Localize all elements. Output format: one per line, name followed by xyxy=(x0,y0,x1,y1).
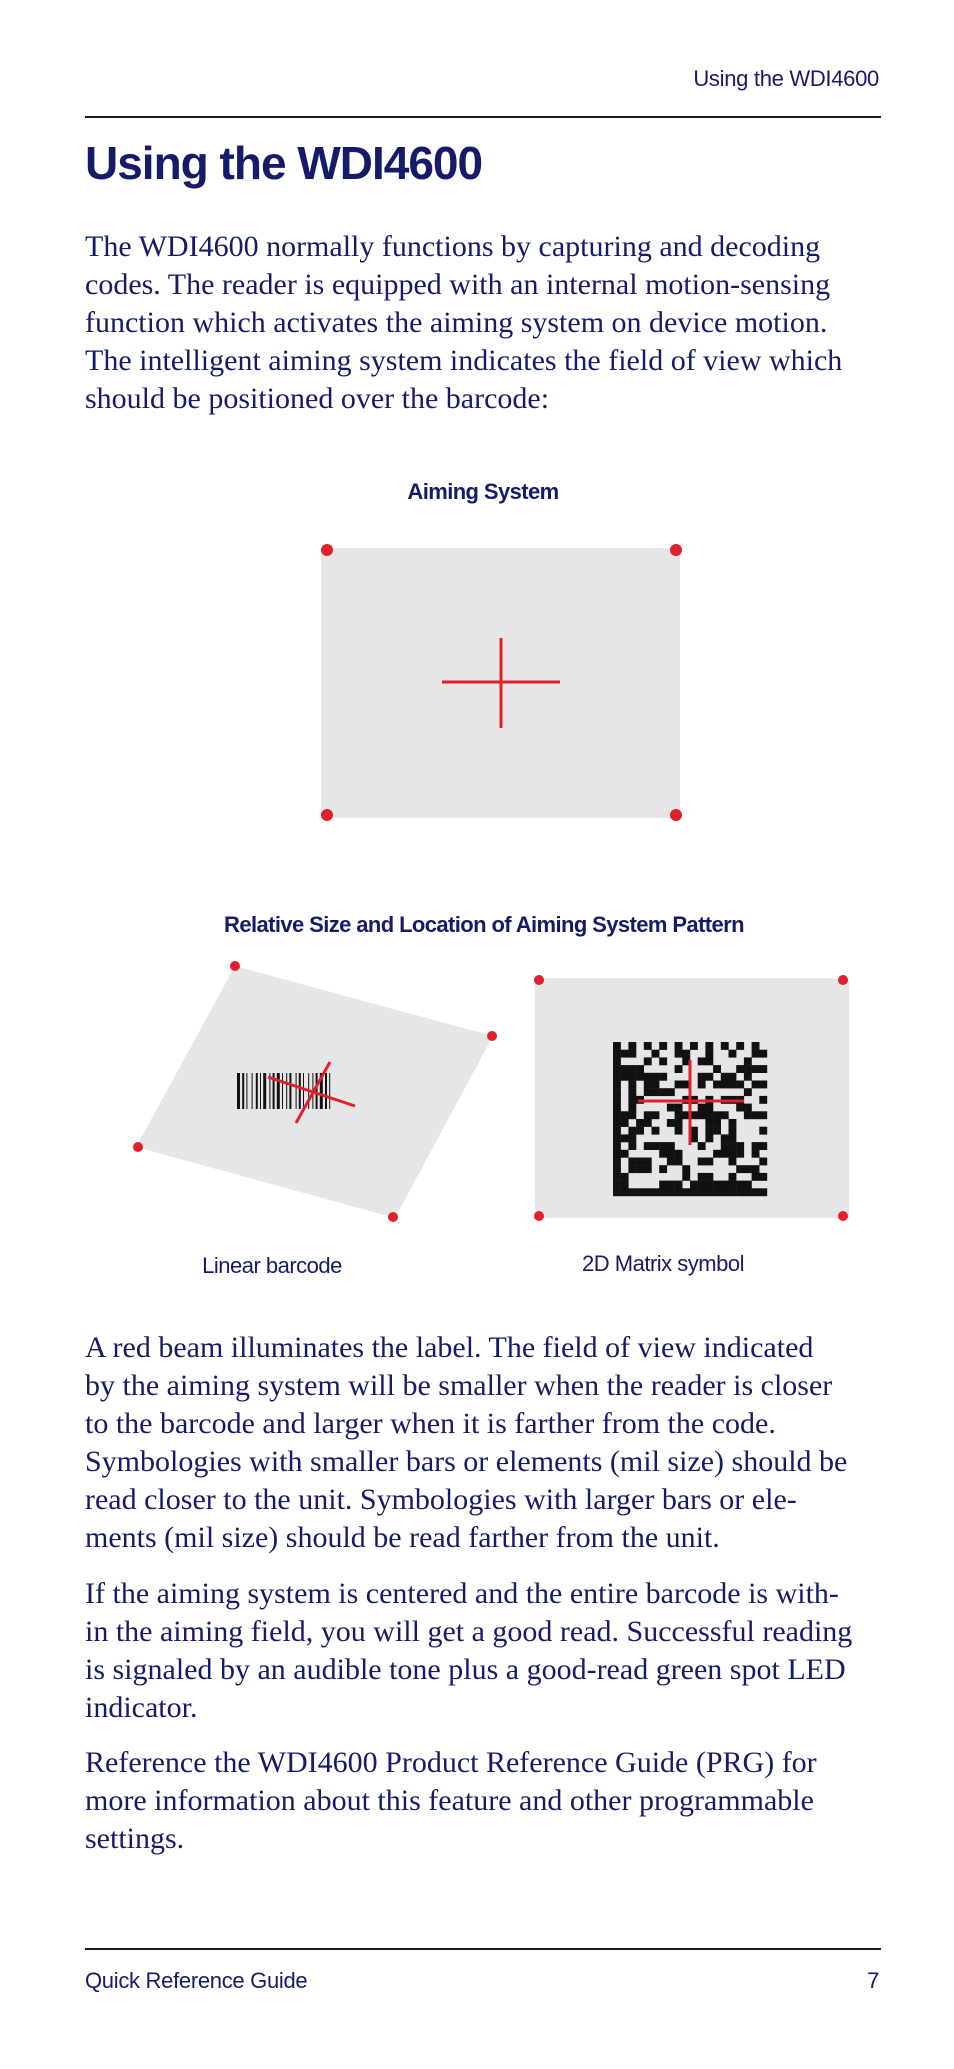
matrix-module xyxy=(613,1104,621,1112)
matrix-module xyxy=(705,1127,713,1135)
matrix-module xyxy=(644,1165,652,1173)
matrix-module xyxy=(628,1158,636,1166)
barcode-bar xyxy=(320,1073,323,1109)
matrix-module xyxy=(759,1065,767,1073)
intro-line: The intelligent aiming system indicates the field of view which xyxy=(85,344,843,377)
body-line: ments (mil size) should be read farther from the unit. xyxy=(85,1521,720,1554)
matrix-module xyxy=(690,1096,698,1104)
matrix-symbol-label: 2D Matrix symbol xyxy=(582,1251,744,1276)
matrix-module xyxy=(675,1150,683,1158)
matrix-module xyxy=(636,1119,644,1127)
body-line: is signaled by an audible tone plus a good-read green spot LED xyxy=(85,1653,846,1686)
barcode-bar xyxy=(308,1073,309,1109)
matrix-module xyxy=(759,1173,767,1181)
matrix-module xyxy=(705,1073,713,1081)
aiming-system-caption: Aiming System xyxy=(407,479,559,504)
matrix-module xyxy=(628,1111,636,1119)
body-line: Reference the WDI4600 Product Reference Guide (PRG) for xyxy=(85,1746,817,1779)
matrix-module xyxy=(698,1181,706,1189)
matrix-module xyxy=(636,1127,644,1135)
matrix-module xyxy=(613,1188,621,1196)
matrix-module xyxy=(636,1158,644,1166)
matrix-module xyxy=(721,1042,729,1050)
body-paragraph-2 xyxy=(85,1575,885,1727)
matrix-module xyxy=(729,1134,737,1142)
matrix-module xyxy=(721,1188,729,1196)
matrix-module xyxy=(729,1142,737,1150)
matrix-module xyxy=(698,1104,706,1112)
matrix-module xyxy=(636,1065,644,1073)
aim-corner-dot xyxy=(670,544,682,556)
matrix-module xyxy=(736,1104,744,1112)
matrix-module xyxy=(667,1142,675,1150)
matrix-module xyxy=(721,1142,729,1150)
barcode-bar xyxy=(269,1073,270,1109)
matrix-module xyxy=(667,1104,675,1112)
matrix-module xyxy=(621,1188,629,1196)
matrix-module xyxy=(744,1088,752,1096)
barcode-bar xyxy=(289,1073,291,1109)
barcode-bar xyxy=(263,1073,266,1109)
aim-corner-dot xyxy=(388,1212,398,1222)
matrix-module xyxy=(729,1073,737,1081)
matrix-module xyxy=(613,1181,621,1189)
matrix-module xyxy=(621,1073,629,1081)
matrix-module xyxy=(628,1104,636,1112)
matrix-module xyxy=(744,1181,752,1189)
matrix-module xyxy=(759,1188,767,1196)
matrix-module xyxy=(713,1150,721,1158)
matrix-module xyxy=(690,1134,698,1142)
matrix-module xyxy=(705,1173,713,1181)
matrix-module xyxy=(705,1111,713,1119)
barcode-bar xyxy=(273,1073,275,1109)
matrix-module xyxy=(713,1181,721,1189)
matrix-module xyxy=(667,1188,675,1196)
matrix-module xyxy=(752,1065,760,1073)
matrix-module xyxy=(682,1050,690,1058)
matrix-module xyxy=(675,1050,683,1058)
body-line: read closer to the unit. Symbologies with larger bars or ele- xyxy=(85,1483,797,1516)
aim-corner-dot xyxy=(534,975,544,985)
matrix-module xyxy=(705,1096,713,1104)
matrix-module xyxy=(698,1188,706,1196)
matrix-module xyxy=(752,1173,760,1181)
footer-rule xyxy=(85,1948,881,1950)
matrix-module xyxy=(628,1096,636,1104)
aim-corner-dot xyxy=(534,1211,544,1221)
matrix-module xyxy=(744,1111,752,1119)
matrix-module xyxy=(675,1042,683,1050)
matrix-module xyxy=(613,1142,621,1150)
matrix-module xyxy=(675,1188,683,1196)
matrix-module xyxy=(752,1111,760,1119)
body-paragraph-3 xyxy=(85,1744,885,1858)
matrix-module xyxy=(705,1057,713,1065)
body-line: in the aiming field, you will get a good read. Successful reading xyxy=(85,1615,853,1648)
matrix-module xyxy=(721,1150,729,1158)
matrix-module xyxy=(652,1127,660,1135)
matrix-module xyxy=(736,1042,744,1050)
matrix-module xyxy=(690,1042,698,1050)
matrix-module xyxy=(675,1104,683,1112)
matrix-module xyxy=(721,1134,729,1142)
linear-barcode-label: Linear barcode xyxy=(202,1253,342,1278)
matrix-aiming-field xyxy=(535,978,849,1218)
body-paragraph-1 xyxy=(85,1329,885,1557)
aim-corner-dot xyxy=(230,961,240,971)
matrix-module xyxy=(729,1119,737,1127)
matrix-module xyxy=(721,1111,729,1119)
matrix-module xyxy=(690,1181,698,1189)
matrix-module xyxy=(713,1081,721,1089)
matrix-module xyxy=(652,1088,660,1096)
matrix-module xyxy=(675,1065,683,1073)
matrix-module xyxy=(682,1188,690,1196)
matrix-module xyxy=(644,1042,652,1050)
matrix-module xyxy=(628,1142,636,1150)
footer-guide-title: Quick Reference Guide xyxy=(85,1968,308,1993)
matrix-module xyxy=(667,1150,675,1158)
matrix-module xyxy=(628,1081,636,1089)
matrix-module xyxy=(675,1081,683,1089)
matrix-module xyxy=(698,1081,706,1089)
matrix-module xyxy=(729,1081,737,1089)
matrix-module xyxy=(736,1165,744,1173)
tilted-crosshair-line xyxy=(296,1062,330,1123)
matrix-module xyxy=(690,1127,698,1135)
barcode-bar xyxy=(256,1073,258,1109)
barcode-bar xyxy=(282,1073,283,1109)
matrix-module xyxy=(659,1181,667,1189)
matrix-module xyxy=(759,1050,767,1058)
matrix-module xyxy=(713,1111,721,1119)
aim-corner-dot xyxy=(670,809,682,821)
matrix-module xyxy=(759,1096,767,1104)
matrix-module xyxy=(613,1119,621,1127)
matrix-module xyxy=(744,1073,752,1081)
matrix-module xyxy=(690,1188,698,1196)
matrix-module xyxy=(621,1111,629,1119)
barcode-bar xyxy=(296,1073,297,1109)
matrix-module xyxy=(659,1073,667,1081)
matrix-module xyxy=(613,1050,621,1058)
matrix-module xyxy=(736,1188,744,1196)
matrix-module xyxy=(729,1127,737,1135)
matrix-module xyxy=(613,1165,621,1173)
matrix-module xyxy=(744,1057,752,1065)
matrix-module xyxy=(613,1065,621,1073)
intro-line: should be positioned over the barcode: xyxy=(85,382,550,415)
matrix-module xyxy=(644,1188,652,1196)
matrix-module xyxy=(729,1188,737,1196)
barcode-bar xyxy=(316,1073,318,1109)
matrix-module xyxy=(752,1050,760,1058)
matrix-module xyxy=(644,1057,652,1065)
matrix-module xyxy=(705,1104,713,1112)
intro-line: The WDI4600 normally functions by capturing and decoding xyxy=(85,230,821,263)
matrix-module xyxy=(644,1111,652,1119)
matrix-module xyxy=(652,1073,660,1081)
matrix-module xyxy=(713,1065,721,1073)
barcode-bar xyxy=(252,1073,253,1109)
barcode-bar xyxy=(303,1073,304,1109)
matrix-module xyxy=(652,1111,660,1119)
matrix-module xyxy=(721,1081,729,1089)
matrix-module xyxy=(628,1065,636,1073)
barcode-bar xyxy=(299,1073,301,1109)
barcode-bar xyxy=(312,1073,313,1109)
matrix-module xyxy=(613,1150,621,1158)
datamatrix-symbol xyxy=(613,1042,767,1196)
matrix-module xyxy=(744,1065,752,1073)
matrix-module xyxy=(744,1188,752,1196)
page-number: 7 xyxy=(867,1968,879,1993)
matrix-module xyxy=(736,1150,744,1158)
matrix-module xyxy=(613,1173,621,1181)
running-header: Using the WDI4600 xyxy=(693,66,879,91)
matrix-module xyxy=(675,1111,683,1119)
matrix-module xyxy=(652,1050,660,1058)
matrix-module xyxy=(713,1119,721,1127)
matrix-module xyxy=(659,1042,667,1050)
aim-corner-dot xyxy=(838,1211,848,1221)
matrix-module xyxy=(721,1073,729,1081)
intro-line: codes. The reader is equipped with an internal motion-sensing xyxy=(85,268,831,301)
matrix-module xyxy=(698,1057,706,1065)
barcode-bar xyxy=(246,1073,247,1109)
barcode-bar xyxy=(325,1073,327,1109)
matrix-module xyxy=(736,1142,744,1150)
barcode-bar xyxy=(237,1073,240,1109)
matrix-module xyxy=(652,1142,660,1150)
matrix-module xyxy=(644,1073,652,1081)
matrix-module xyxy=(744,1165,752,1173)
matrix-module xyxy=(752,1081,760,1089)
matrix-module xyxy=(759,1081,767,1089)
matrix-module xyxy=(613,1042,621,1050)
matrix-module xyxy=(713,1188,721,1196)
matrix-module xyxy=(752,1188,760,1196)
body-line: Symbologies with smaller bars or elements (mil size) should be xyxy=(85,1445,848,1478)
body-line: If the aiming system is centered and the entire barcode is with- xyxy=(85,1577,839,1610)
matrix-module xyxy=(644,1088,652,1096)
matrix-module xyxy=(613,1073,621,1081)
matrix-module xyxy=(659,1188,667,1196)
matrix-module xyxy=(759,1127,767,1135)
body-line: settings. xyxy=(85,1822,185,1855)
matrix-module xyxy=(636,1188,644,1196)
matrix-module xyxy=(628,1165,636,1173)
matrix-module xyxy=(729,1158,737,1166)
barcode-bar xyxy=(329,1073,330,1109)
matrix-module xyxy=(744,1104,752,1112)
body-line: A red beam illuminates the label. The field of view indicated xyxy=(85,1331,814,1364)
matrix-module xyxy=(644,1142,652,1150)
matrix-module xyxy=(759,1111,767,1119)
matrix-module xyxy=(659,1142,667,1150)
matrix-module xyxy=(621,1150,629,1158)
matrix-module xyxy=(613,1088,621,1096)
matrix-module xyxy=(621,1173,629,1181)
matrix-module xyxy=(729,1181,737,1189)
barcode-bar xyxy=(260,1073,261,1109)
matrix-module xyxy=(721,1181,729,1189)
matrix-module xyxy=(613,1158,621,1166)
matrix-module xyxy=(667,1119,675,1127)
matrix-module xyxy=(613,1096,621,1104)
matrix-module xyxy=(621,1050,629,1058)
matrix-module xyxy=(667,1181,675,1189)
matrix-module xyxy=(667,1088,675,1096)
matrix-module xyxy=(675,1158,683,1166)
matrix-module xyxy=(621,1134,629,1142)
aim-corner-dot xyxy=(487,1031,497,1041)
matrix-module xyxy=(636,1073,644,1081)
page-title: Using the WDI4600 xyxy=(85,137,483,189)
matrix-module xyxy=(729,1173,737,1181)
header-rule xyxy=(85,116,881,118)
matrix-module xyxy=(729,1150,737,1158)
matrix-module xyxy=(721,1096,729,1104)
matrix-module xyxy=(667,1158,675,1166)
matrix-module xyxy=(628,1073,636,1081)
matrix-module xyxy=(613,1081,621,1089)
body-line: to the barcode and larger when it is farther from the code. xyxy=(85,1407,776,1440)
barcode-bar xyxy=(286,1073,287,1109)
matrix-module xyxy=(752,1142,760,1150)
matrix-module xyxy=(752,1150,760,1158)
matrix-module xyxy=(613,1134,621,1142)
matrix-module xyxy=(675,1119,683,1127)
matrix-module xyxy=(698,1111,706,1119)
matrix-module xyxy=(628,1188,636,1196)
matrix-module xyxy=(644,1119,652,1127)
matrix-module xyxy=(759,1158,767,1166)
matrix-module xyxy=(628,1134,636,1142)
matrix-module xyxy=(698,1158,706,1166)
matrix-module xyxy=(705,1134,713,1142)
matrix-module xyxy=(759,1142,767,1150)
matrix-module xyxy=(628,1042,636,1050)
matrix-module xyxy=(659,1088,667,1096)
matrix-module xyxy=(752,1042,760,1050)
linear-barcode xyxy=(237,1073,330,1109)
matrix-module xyxy=(644,1081,652,1089)
matrix-module xyxy=(644,1158,652,1166)
matrix-module xyxy=(636,1096,644,1104)
matrix-module xyxy=(705,1188,713,1196)
aim-corner-dot xyxy=(321,809,333,821)
matrix-module xyxy=(621,1119,629,1127)
barcode-bar xyxy=(277,1073,280,1109)
matrix-module xyxy=(682,1096,690,1104)
body-line: indicator. xyxy=(85,1691,198,1724)
body-line: more information about this feature and other programmable xyxy=(85,1784,814,1817)
aiming-field xyxy=(321,548,680,818)
matrix-module xyxy=(705,1158,713,1166)
matrix-module xyxy=(682,1081,690,1089)
matrix-module xyxy=(621,1181,629,1189)
matrix-module xyxy=(705,1042,713,1050)
matrix-module xyxy=(729,1050,737,1058)
intro-line: function which activates the aiming system on device motion. xyxy=(85,306,828,339)
matrix-module xyxy=(705,1181,713,1189)
matrix-module xyxy=(752,1165,760,1173)
relative-size-caption: Relative Size and Location of Aiming System Pattern xyxy=(224,912,744,937)
aim-corner-dot xyxy=(133,1142,143,1152)
matrix-module xyxy=(675,1127,683,1135)
matrix-module xyxy=(736,1081,744,1089)
matrix-module xyxy=(652,1188,660,1196)
matrix-module xyxy=(736,1096,744,1104)
matrix-module xyxy=(659,1165,667,1173)
matrix-module xyxy=(659,1150,667,1158)
matrix-module xyxy=(698,1142,706,1150)
matrix-module xyxy=(736,1065,744,1073)
matrix-module xyxy=(613,1111,621,1119)
matrix-module xyxy=(682,1173,690,1181)
intro-paragraph xyxy=(85,228,885,418)
matrix-module xyxy=(736,1181,744,1189)
matrix-module xyxy=(682,1057,690,1065)
matrix-module xyxy=(628,1050,636,1058)
matrix-module xyxy=(713,1127,721,1135)
aim-corner-dot xyxy=(321,544,333,556)
matrix-module xyxy=(636,1165,644,1173)
matrix-module xyxy=(628,1088,636,1096)
matrix-module xyxy=(705,1119,713,1127)
matrix-module xyxy=(675,1181,683,1189)
tilted-crosshair-line xyxy=(268,1077,355,1106)
matrix-module xyxy=(690,1111,698,1119)
matrix-module xyxy=(705,1050,713,1058)
matrix-module xyxy=(652,1081,660,1089)
matrix-module xyxy=(698,1073,706,1081)
matrix-module xyxy=(621,1065,629,1073)
matrix-module xyxy=(613,1057,621,1065)
matrix-module xyxy=(682,1111,690,1119)
tilted-aiming-field xyxy=(136,966,493,1218)
barcode-bar xyxy=(242,1073,244,1109)
matrix-module xyxy=(628,1127,636,1135)
body-line: by the aiming system will be smaller when the reader is closer xyxy=(85,1369,833,1402)
matrix-module xyxy=(729,1096,737,1104)
aim-corner-dot xyxy=(838,975,848,985)
matrix-module xyxy=(613,1127,621,1135)
matrix-module xyxy=(682,1165,690,1173)
matrix-module xyxy=(698,1173,706,1181)
matrix-module xyxy=(659,1057,667,1065)
